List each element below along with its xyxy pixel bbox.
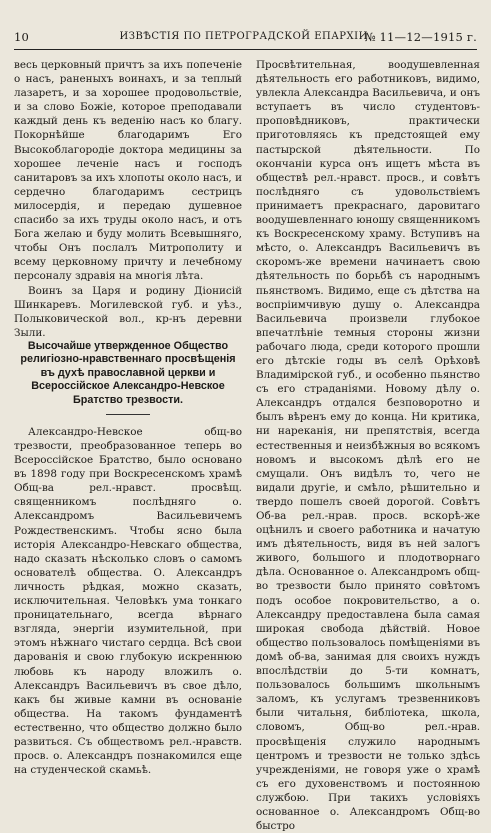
left-column xyxy=(14,58,242,777)
page-number: 10 xyxy=(14,30,30,44)
right-column xyxy=(256,58,480,833)
founder-paragraph: Просвѣтительная, воодушевленная дѣятельность его работниковъ, видимо, увлекла Александра Васильевича, и онъ вступаетъ въ число студентовъ-проповѣдниковъ, практически приготовляясь къ предстоящей ему пастырской дѣятельности. По окончаніи курса онъ ищетъ мѣста въ обществѣ рел.-нравст. просв., и совѣтъ послѣдняго съ удовольствіемъ принимаетъ прекраснаго, даровитаго воодушевленнаго юношу священникомъ къ Воскресенскому храму. Вступивъ на мѣсто, о. Александръ Васильевичъ въ скоромъ-же времени начинаетъ свою дѣятельность по борьбѣ съ народнымъ пьянствомъ. Видимо, еще съ дѣтства на воспріимчивую душу о. Александра Васильевича произвели глубокое впечатлѣніе темныя стороны жизни рабочаго люда, среди которого прошли его дѣтскіе годы въ селѣ Орѣховѣ Владимірской губ., и особенно пьянство съ его страданіями. Новому дѣлу о. Александръ отдался безповоротно и былъ вѣренъ ему до конца. Ни критика, ни нареканія, ни препятствія, всегда естественныя и неизбѣжныя во всякомъ новомъ и высокомъ дѣлѣ его не смущали. Онъ видѣлъ то, чего не видали другіе, и смѣло, рѣшительно и твердо пошелъ своей дорогой. Совѣтъ Об-ва рел.-нрав. просв. вскорѣ-же оцѣнилъ и своего работника и начатую имъ дѣятельность, видя въ ней залогъ живого, большого и плодотворнаго дѣла. Основанное о. Александромъ общ-во трезвости было принято совѣтомъ подъ особое покровительство, а о. Александру предоставлена была самая широкая свобода дѣйствій. Новое общество пользовалось помѣщеніями въ домѣ об-ва, занимая для своихъ нуждъ впослѣдствіи до 5-ти комнатъ, пользовалось большимъ школьнымъ заломъ, къ услугамъ трезвенниковъ были читальня, библіотека, школа, словомъ, Общ-во рел.-нрав. просвѣщенія служило народнымъ центромъ и трезвости не только здѣсь учрежденіями, не говоря уже о храмѣ съ его духовенствомъ и постоянною службою. При такихъ условіяхъ основанное о. Александромъ Общ-во быстро xyxy=(256,59,480,833)
section-divider xyxy=(106,414,150,415)
header-rule xyxy=(14,49,477,50)
journal-title: ИЗВѢСТІЯ ПО ПЕТРОГРАДСКОЙ ЕПАРХІИ. xyxy=(119,31,372,42)
history-paragraph: Александро-Невское общ-во трезвости, преобразованное теперь во Всероссійское Братство, было основано въ 1898 году при Воскресенскомъ храмѣ Общ-ва рел.-нравст. просвѣщ. священникомъ послѣдняго о. Александромъ Васильевичемъ Рождественскимъ. Чтобы ясно была исторія Александро-Невскаго общества, надо сказать нѣсколько словъ о самомъ основателѣ общества. О. Александръ личность рѣдкая, можно сказать, исключительная. Человѣкъ ума тонкаго проницательнаго, всегда вѣрнаго взгляда, энергіи изумительной, при этомъ нѣжнаго чистаго сердца. Всѣ свои дарованія и свою глубокую искреннюю любовь къ народу вложилъ о. Александръ Васильевичъ въ свое дѣло, какъ бы живые камни въ основаніе общества. На такомъ фундаментѣ естественно, что общество должно было развиться. Съ обществомъ рел.-нравств. просв. о. Александръ познакомился еще на студенческой скамьѣ. xyxy=(14,425,242,777)
page-header xyxy=(14,30,477,48)
letter-paragraph: весь церковный причтъ за ихъ попеченіе о насъ, раненыхъ воинахъ, и за теплый лазаретъ, и за хорошее продовольствіе, и за слово Божіе, которое преподавали каждый день къ веденію насъ ко благу. Покорнѣйше благодаримъ Его Высокоблагородіе доктора медицины за хорошее леченіе насъ и господъ санитаровъ за ихъ хлопоты около насъ, и сердечно благодаримъ сестрицъ милосердія, и передаю душевное спасибо за ихъ труды около насъ, и отъ Бога желаю и буду молить Всевышняго, чтобы Онъ послалъ Митрополиту и всему церковному причту и лечебному персоналу здравія на многія лѣта. xyxy=(14,59,242,283)
society-heading: Высочайше утвержденное Общество религіозно-нравственнаго просвѣщенія въ духѣ православной церкви и Всероссійское Александро-Невское Братство трезвости. xyxy=(20,339,236,406)
issue-number: № 11—12—1915 г. xyxy=(364,30,477,44)
signature-paragraph: Воинъ за Царя и родину Діонисій Шинкаревъ. Могилевской губ. и уѣз., Полыковической вол., кр-нъ деревни Зыли. xyxy=(14,284,242,339)
